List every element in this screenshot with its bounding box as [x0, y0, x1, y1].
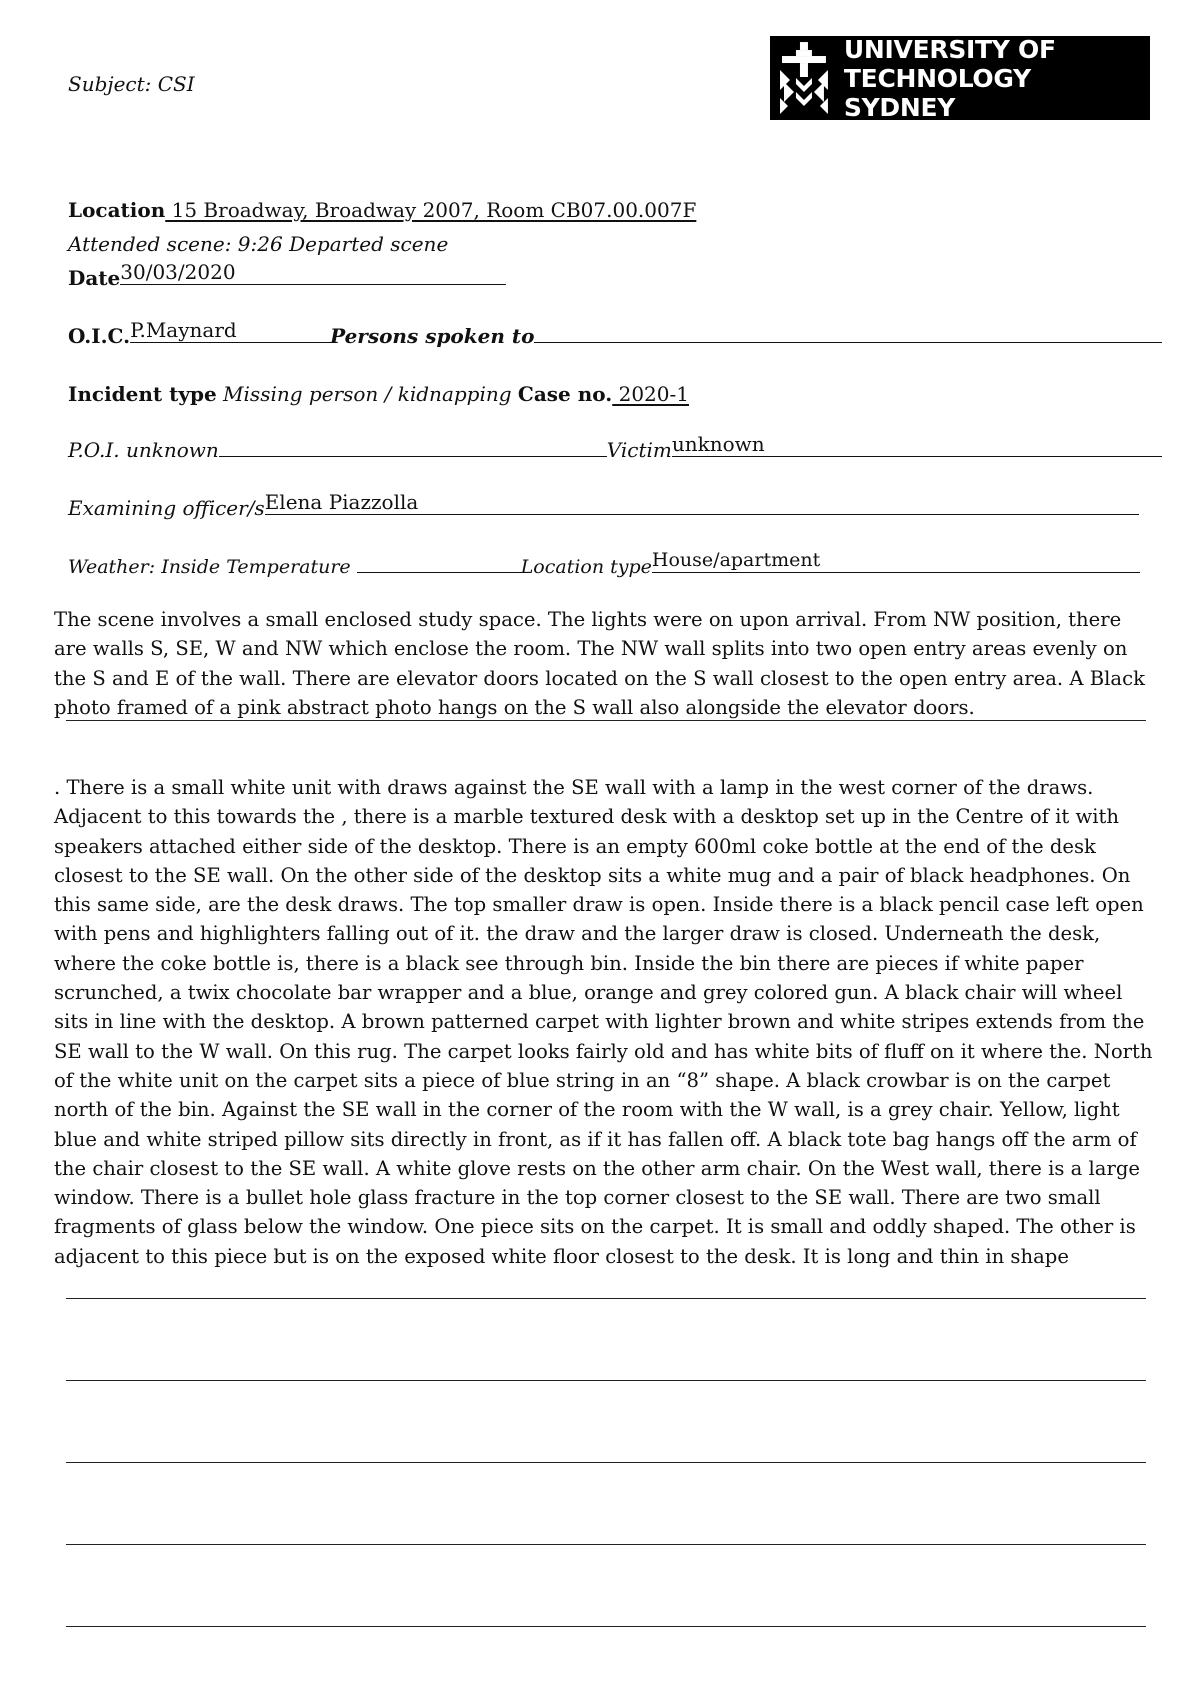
weather-row — [68, 549, 1140, 581]
subject-label: Subject: CSI — [68, 72, 195, 96]
persons-label: Persons spoken to — [330, 324, 535, 348]
victim-field — [671, 432, 1162, 457]
persons-field — [534, 322, 1162, 343]
oic-field — [130, 318, 330, 343]
oic-value: P.Maynard — [130, 318, 237, 342]
blank-line-2 — [66, 1462, 1146, 1463]
uts-crest-icon — [776, 38, 832, 118]
date-field — [120, 260, 506, 285]
location-value: 15 Broadway, Broadway 2007, Room CB07.00.007F — [165, 198, 697, 222]
poi-label: P.O.I. unknown — [68, 438, 219, 462]
incident-label: Incident type — [68, 382, 217, 406]
incident-value: Missing person / kidnapping — [216, 382, 512, 406]
scene-description-2: . There is a small white unit with draws against the SE wall with a lamp in the west corner of the draws. Adjacent to this towards the , there is a marble textured desk with a desktop set up in the Centre of it with speakers attached either side of the desktop. There is an empty 600ml coke bottle at the end of the desk closest to the SE wall. On the other side of the desktop sits a white mug and a pair of black headphones. On this same side, are the desk draws. The top smaller draw is open. Inside there is a black pencil case left open with pens and highlighters falling out of it. the draw and the larger draw is closed. Underneath the desk, where the coke bottle is, there is a black see through bin. Inside the bin there are pieces if white paper scrunched, a twix chocolate bar wrapper and a blue, orange and grey colored gun. A black chair will wheel sits in line with the desktop. A brown patterned carpet with lighter brown and white stripes extends from the SE wall to the W wall. On this rug. The carpet looks fairly old and has white bits of fluff on it where the. North of the white unit on the carpet sits a piece of blue string in an “8” shape. A black crowbar is on the carpet north of the bin. Against the SE wall in the corner of the room with the W wall, is a grey chair. Yellow, light blue and white striped pillow sits directly in front, as if it has fallen off. A black tote bag hangs off the arm of the chair closest to the SE wall. A white glove rests on the other arm chair. On the West wall, there is a large window. There is a bullet hole glass fracture in the top corner closest to the SE wall. There are two small fragments of glass below the window. One piece sits on the carpet. It is small and oddly shaped. The other is adjacent to this piece but is on the exposed white floor closest to the desk. It is long and thin in shape — [54, 776, 1153, 1268]
location-row — [68, 196, 696, 224]
examining-field — [264, 490, 1139, 515]
examining-label: Examining officer/s — [68, 496, 265, 520]
location-type-label: Location type — [520, 556, 652, 578]
date-row — [68, 260, 506, 292]
blank-line-1 — [66, 1380, 1146, 1381]
scene-description-1: The scene involves a small enclosed study space. The lights were on upon arrival. From NW position, there are walls S, SE, W and NW which enclose the room. The NW wall splits into two open entry areas evenly on the S and E of the wall. There are elevator doors located on the S wall closest to the open entry area. A Black photo framed of a pink abstract photo hangs on the S wall also alongside the elevator doors. — [54, 608, 1145, 719]
incident-row — [68, 380, 689, 408]
location-label: Location — [68, 198, 166, 222]
blank-line-3 — [66, 1544, 1146, 1545]
rule-2 — [66, 1298, 1146, 1299]
location-type-field — [651, 549, 1140, 573]
blank-line-4 — [66, 1626, 1146, 1627]
date-label: Date — [68, 266, 121, 290]
oic-label: O.I.C. — [68, 324, 131, 348]
poi-field — [219, 436, 607, 457]
poi-row — [68, 432, 1162, 464]
logo-line-1: UNIVERSITY OF — [843, 34, 1056, 64]
case-value: 2020-1 — [612, 382, 689, 406]
weather-field — [357, 552, 521, 573]
examining-row — [68, 490, 1139, 522]
uts-logo — [770, 36, 1150, 120]
location-type-value: House/apartment — [651, 549, 821, 571]
rule-1 — [66, 720, 1146, 721]
logo-line-2: TECHNOLOGY SYDNEY — [843, 63, 1031, 122]
victim-label: Victim — [606, 438, 672, 462]
date-value: 30/03/2020 — [120, 260, 236, 284]
case-label: Case no. — [517, 382, 613, 406]
attended-scene: Attended scene: 9:26 Departed scene — [68, 232, 449, 256]
examining-value: Elena Piazzolla — [264, 490, 419, 514]
victim-value: unknown — [671, 432, 765, 456]
oic-row — [68, 318, 1162, 350]
weather-label: Weather: Inside Temperature — [68, 556, 351, 578]
